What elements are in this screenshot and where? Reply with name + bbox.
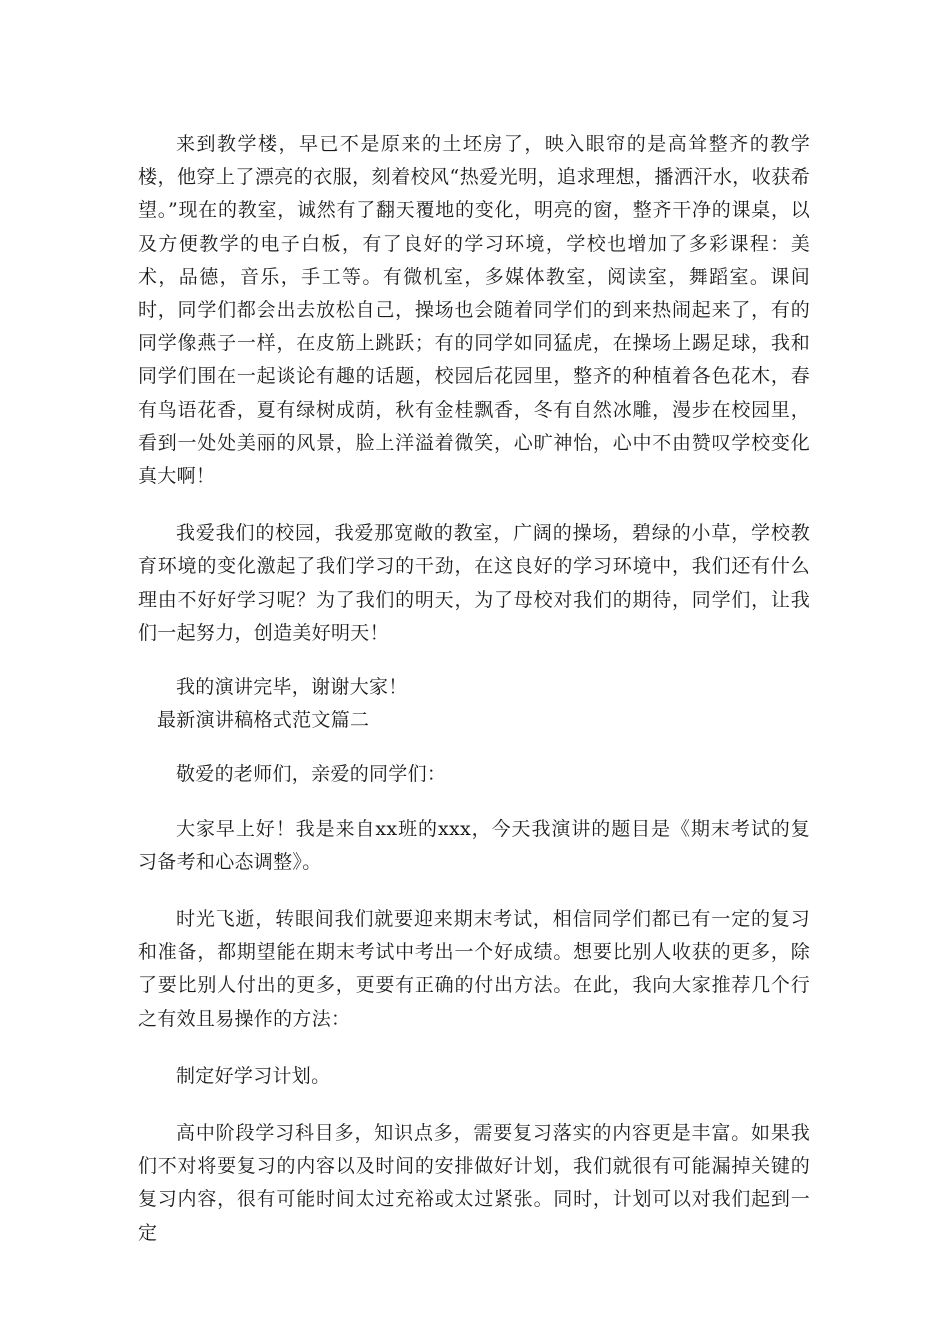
paragraph-greeting: 大家早上好！我是来自xx班的xxx，今天我演讲的题目是《期末考试的复习备考和心态调整》。 bbox=[138, 817, 810, 873]
paragraph-love-campus: 我爱我们的校园，我爱那宽敞的教室，广阔的操场，碧绿的小草，学校教育环境的变化激起了我们学习的干劲，在这良好的学习环境中，我们还有什么理由不好好学习呢？为了我们的明天，为了母校对我们的期待，同学们，让我们一起努力，创造美好明天！ bbox=[138, 522, 810, 644]
paragraph-exam-intro: 时光飞逝，转眼间我们就要迎来期末考试，相信同学们都已有一定的复习和准备，都期望能在期末考试中考出一个好成绩。想要比别人收获的更多，除了要比别人付出的更多，更要有正确的付出方法。在此，我向大家推荐几个行之有效且易操作的方法： bbox=[138, 908, 810, 1030]
paragraph-closing: 我的演讲完毕，谢谢大家！ bbox=[176, 676, 408, 699]
paragraph-plan-title: 制定好学习计划。 bbox=[176, 1064, 331, 1087]
paragraph-plan-detail: 高中阶段学习科目多，知识点多，需要复习落实的内容更是丰富。如果我们不对将要复习的内容以及时间的安排做好计划，我们就很有可能漏掉关键的复习内容，很有可能时间太过充裕或太过紧张。同时，计划可以对我们起到一定 bbox=[138, 1122, 810, 1244]
paragraph-campus-change: 来到教学楼，早已不是原来的土坯房了，映入眼帘的是高耸整齐的教学楼，他穿上了漂亮的衣服，刻着校风“热爱光明，追求理想，播洒汗水，收获希望。”现在的教室，诚然有了翻天覆地的变化，明亮的窗，整齐干净的课桌，以及方便教学的电子白板，有了良好的学习环境，学校也增加了多彩课程：美术，品德，音乐，手工等。有微机室，多媒体教室，阅读室，舞蹈室。课间时，同学们都会出去放松自己，操场也会随着同学们的到来热闹起来了，有的同学像燕子一样，在皮筋上跳跃；有的同学如同猛虎，在操场上踢足球，我和同学们围在一起谈论有趣的话题，校园后花园里，整齐的种植着各色花木，春有鸟语花香，夏有绿树成荫，秋有金桂飘香，冬有自然冰雕，漫步在校园里，看到一处处美丽的风景，脸上洋溢着微笑，心旷神怡，心中不由赞叹学校变化真大啊！ bbox=[138, 133, 810, 488]
paragraph-salutation: 敬爱的老师们，亲爱的同学们： bbox=[176, 763, 447, 786]
section-heading: 最新演讲稿格式范文篇二 bbox=[157, 709, 370, 732]
document-body bbox=[138, 128, 810, 1250]
